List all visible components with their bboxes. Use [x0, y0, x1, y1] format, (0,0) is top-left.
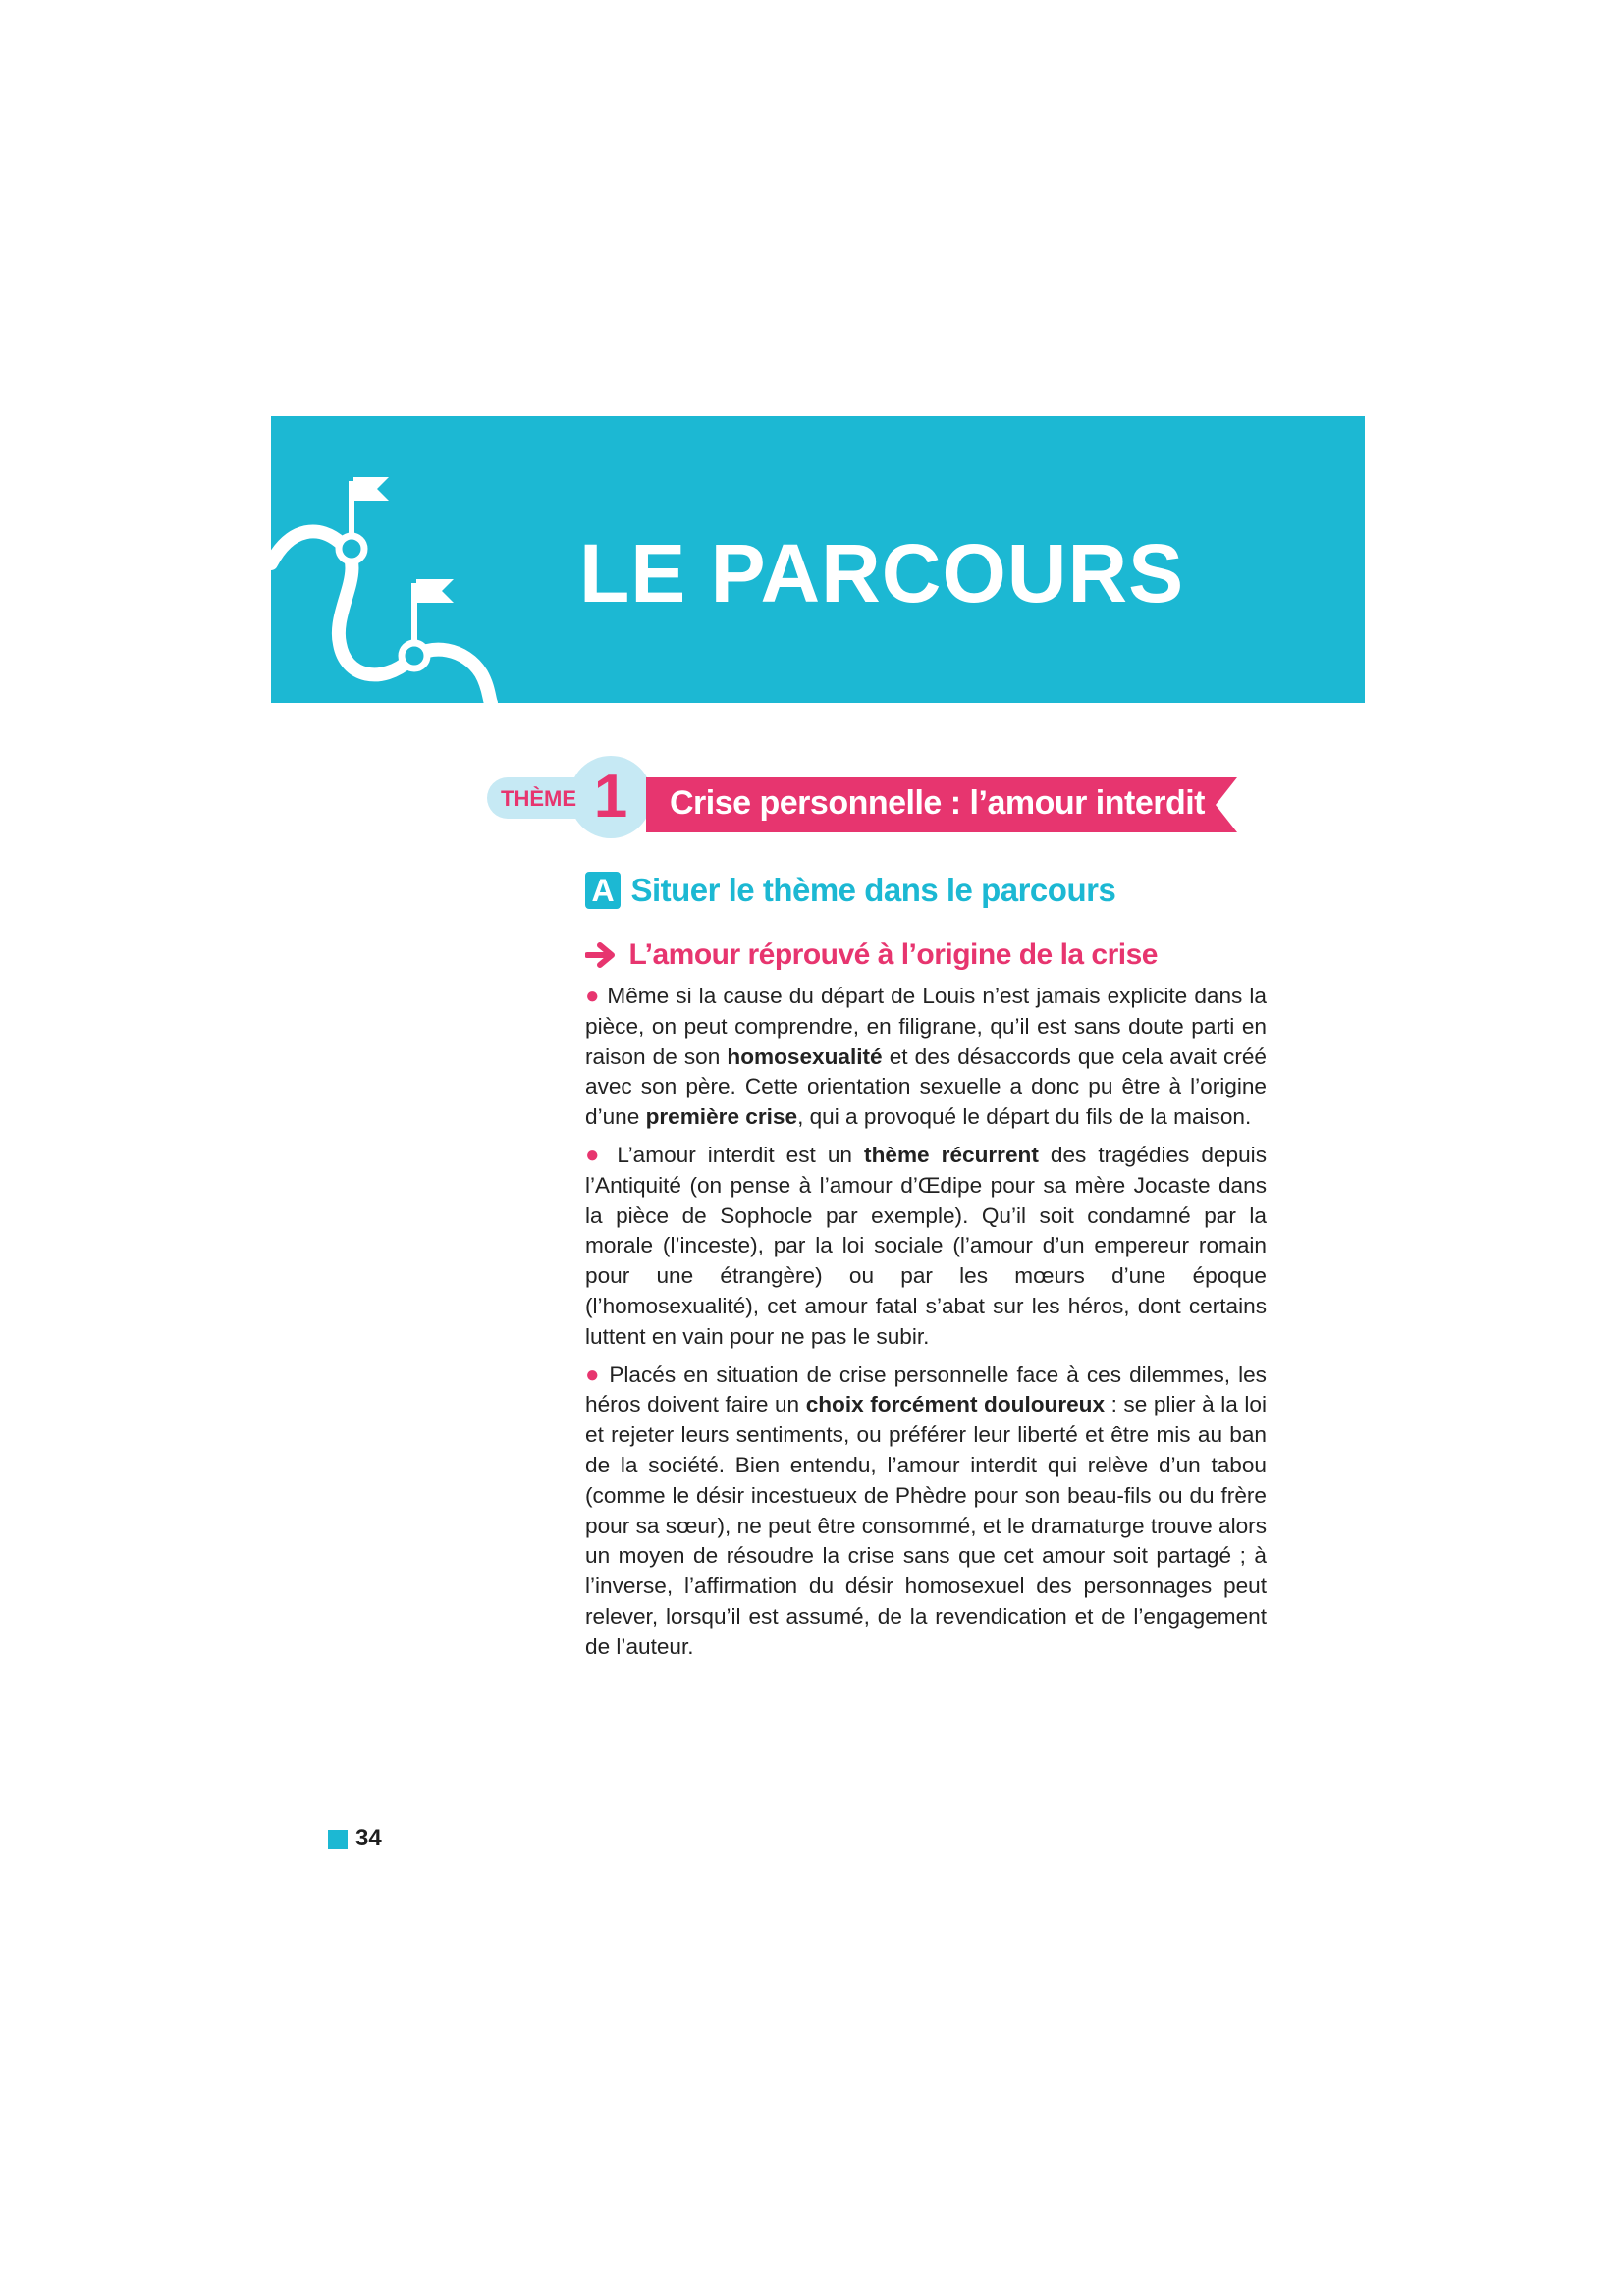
chapter-banner [271, 416, 1365, 703]
subsection-heading [585, 938, 1158, 978]
theme-header [487, 762, 1237, 830]
paragraph-1-part-2: des tragédies depuis l’Antiquité (on pense à l’amour d’Œdipe pour sa mère Jocaste dans la pièce de Sophocle par exemple). Qu’il soit condamné par la morale (l’inceste), par la loi sociale (l’amour d’un empereur romain pour une étrangère) ou par les mœurs d’une époque (l’homosexualité), cet amour fatal s’abat sur les héros, dont certains luttent en vain pour ne pas le subir. [585, 1142, 1267, 1349]
body-text [585, 982, 1267, 1671]
paragraph-2-part-1: choix forcément douloureux [805, 1392, 1106, 1417]
paragraph [585, 1361, 1267, 1663]
theme-number: 1 [593, 763, 628, 830]
paragraph-1-part-1: thème récurrent [864, 1142, 1039, 1167]
bullet-icon: ● [585, 1361, 602, 1388]
paragraph-0-part-4: , qui a provoqué le départ du fils de la maison. [797, 1104, 1252, 1130]
paragraph-1-part-0: L’amour interdit est un [617, 1142, 865, 1167]
path-with-flags-icon [271, 416, 516, 703]
section-title: Situer le thème dans le parcours [630, 872, 1116, 908]
paragraph [585, 982, 1267, 1133]
paragraph-2-part-2: : se plier à la loi et rejeter leurs sentiments, ou préférer leur liberté et être mis au ban de la société. Bien entendu, l’amour interdit qui relève d’un tabou (comme le désir incestueux de Phèdre pour son beau-fils ou du frère pour sa sœur), ne peut être consommé, et le dramaturge trouve alors un moyen de résoudre la crise sans que cet amour soit partagé ; à l’inverse, l’affirmation du désir homosexuel des personnages peut relever, lorsqu’il est assumé, de la revendication et de l’engagement de l’auteur. [585, 1392, 1267, 1659]
chapter-title: LE PARCOURS [579, 527, 1185, 619]
theme-title: Crise personnelle : l’amour interdit [670, 784, 1206, 822]
paragraph-0-part-2: et des désaccords que cela avait créé avec son père. Cette orientation sexuelle a donc pu être à l’origine d’une [585, 1043, 1267, 1130]
paragraph-2-part-0: Placés en situation de crise personnelle face à ces dilemmes, les héros doivent faire un [585, 1362, 1267, 1417]
bullet-icon: ● [585, 1141, 606, 1168]
subsection-title: L’amour réprouvé à l’origine de la crise [628, 938, 1158, 971]
arrow-right-icon [585, 942, 617, 968]
paragraph-0-part-3: première crise [645, 1104, 798, 1130]
theme-label: THÈME [501, 786, 576, 811]
paragraph-0-part-0: Même si la cause du départ de Louis n’est jamais explicite dans la pièce, on peut comprendre, en filigrane, qu’il est sans doute parti en raison de son [585, 984, 1267, 1069]
paragraph-0-part-1: homosexualité [727, 1043, 883, 1069]
page-number: 34 [355, 1825, 382, 1851]
paragraph [585, 1141, 1267, 1353]
section-heading [585, 872, 1115, 917]
bullet-icon: ● [585, 983, 601, 1009]
section-letter: A [585, 872, 621, 909]
page-number-marker [328, 1830, 348, 1849]
